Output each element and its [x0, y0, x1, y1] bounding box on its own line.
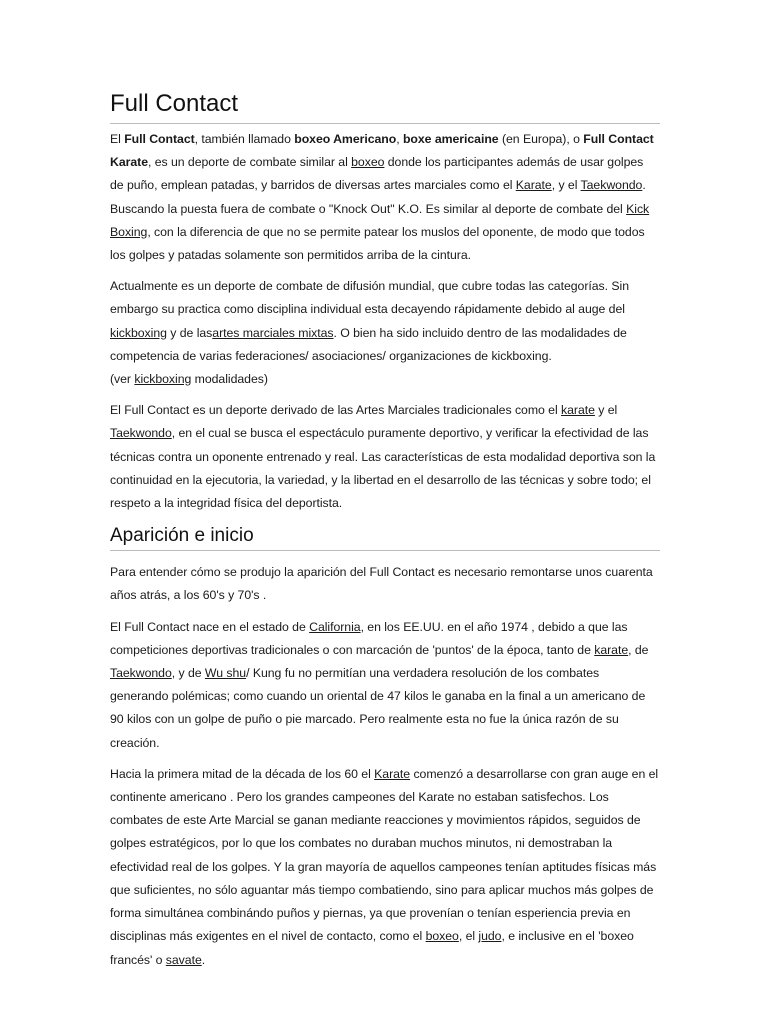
text: , y de: [171, 666, 205, 681]
bold-term: boxeo Americano: [294, 132, 397, 146]
link-kick-boxing[interactable]: Kick Boxing: [110, 201, 650, 239]
text: .: [201, 952, 206, 967]
paragraph-current-status: [110, 275, 660, 391]
link-taekwondo[interactable]: Taekwondo: [110, 666, 172, 681]
link-judo[interactable]: judo: [478, 929, 502, 944]
paragraph-intro: [110, 128, 660, 267]
text: , e inclusive en el 'boxeo francés' o: [110, 929, 634, 967]
text: . O bien ha sido incluido dentro de las modalidades de competencia de varias federaciones/ asociaciones/ organizaciones de kickboxing.: [110, 325, 627, 363]
link-wu-shu[interactable]: Wu shu: [204, 666, 247, 681]
text: . Buscando la puesta fuera de combate o "Knock Out" K.O. Es similar al deporte de combate del: [110, 178, 646, 216]
link-boxeo[interactable]: boxeo: [425, 929, 459, 944]
text: Actualmente es un deporte de combate de difusión mundial, que cubre todas las categorías. Sin embargo su practica como disciplina individual esta decayendo rápidamente debido al auge del: [110, 279, 629, 317]
text: modalidades): [191, 372, 268, 387]
link-karate[interactable]: Karate: [515, 178, 552, 193]
link-taekwondo[interactable]: Taekwondo: [110, 426, 172, 441]
text: Para entender cómo se produjo la aparición del Full Contact es necesario remontarse unos cuarenta años atrás, a los 60's y 70's .: [110, 565, 653, 603]
text: y el: [594, 403, 618, 418]
text: (ver: [110, 372, 135, 387]
paragraph-derivation: [110, 399, 660, 515]
text: donde los participantes además de usar golpes de puño, emplean patadas, y barridos de diversas artes marciales como el: [110, 155, 644, 193]
text: , es un deporte de combate similar al: [147, 155, 352, 170]
text: y de las: [166, 325, 213, 340]
text: El Full Contact nace en el estado de: [110, 619, 310, 634]
link-karate[interactable]: Karate: [374, 766, 411, 781]
text: comenzó a desarrollarse con gran auge en el continente americano . Pero los grandes campeones del Karate no estaban satisfechos. Los combates de este Arte Marcial se ganan mediante reacciones y movimientos rápidos, seguidos de golpes estratégicos, por lo que los combates no duraban muchos minutos, ni demostraban la efectividad real de los golpes. Y la gran mayoría de aquellos campeones tenían aptitudes físicas más que suficientes, no sólo aguantar más tiempo combatiendo, sino para aplicar muchos más golpes de forma simultánea combinándo puños y piernas, ya que provenían o tenían esperiencia previa en disciplinas más exigentes en el nivel de contacto, como el: [110, 766, 659, 944]
link-artes-marciales-mixtas[interactable]: artes marciales mixtas: [212, 325, 334, 340]
text: ,: [396, 132, 403, 146]
link-kickboxing[interactable]: kickboxing: [134, 372, 192, 387]
text: Hacia la primera mitad de la década de los 60 el: [110, 766, 375, 781]
text: , el: [458, 929, 479, 944]
link-boxeo[interactable]: boxeo: [351, 155, 385, 170]
text: El: [110, 132, 125, 146]
link-karate[interactable]: karate: [594, 642, 629, 657]
bold-term: boxe americaine: [402, 132, 499, 146]
text: , en los EE.UU. en el año 1974 , debido a que las competiciones deportivas tradicionales o con marcación de 'puntos' de la época, tanto de: [110, 619, 628, 657]
text: , de: [628, 642, 649, 657]
article-body: [110, 86, 660, 980]
link-karate[interactable]: karate: [561, 403, 595, 418]
text: / Kung fu no permitían una verdadera resolución de los combates generando polémicas; como cuando un oriental de 47 kilos le ganaba en la final a un americano de 90 kilos con un golpe de puño o pie marcado. Pero realmente esta no fue la única razón de su creación.: [110, 666, 646, 750]
text: , y el: [551, 178, 581, 193]
link-kickboxing[interactable]: kickboxing: [110, 325, 167, 340]
link-taekwondo[interactable]: Taekwondo: [580, 178, 643, 193]
text: (en Europa), o: [498, 132, 584, 146]
text: , en el cual se busca el espectáculo puramente deportivo, y verificar la efectividad de las técnicas contra un oponente entrenado y real. Las características de esta modalidad deportiva son la continuidad en la ejecutoria, la variedad, y la libertad en el desarrollo de las técnicas y sobre todo; el respeto a la integridad física del deportista.: [110, 426, 656, 511]
bold-term: Full Contact: [124, 132, 195, 146]
text: El Full Contact es un deporte derivado de las Artes Marciales tradicionales como el: [110, 403, 562, 418]
section-heading: Aparición e inicio: [110, 523, 660, 551]
bold-term: Full Contact Karate: [110, 132, 654, 170]
paragraph-origin-intro: [110, 561, 660, 607]
paragraph-california: [110, 616, 660, 755]
link-savate[interactable]: savate: [165, 952, 202, 967]
link-california[interactable]: California: [309, 619, 361, 634]
text: , también llamado: [194, 132, 295, 146]
paragraph-sixties: [110, 763, 660, 972]
page-title: Full Contact: [110, 86, 660, 124]
text: , con la diferencia de que no se permite patear los muslos del oponente, de modo que todos los golpes y patadas solamente son permitidos arriba de la cintura.: [110, 224, 645, 263]
